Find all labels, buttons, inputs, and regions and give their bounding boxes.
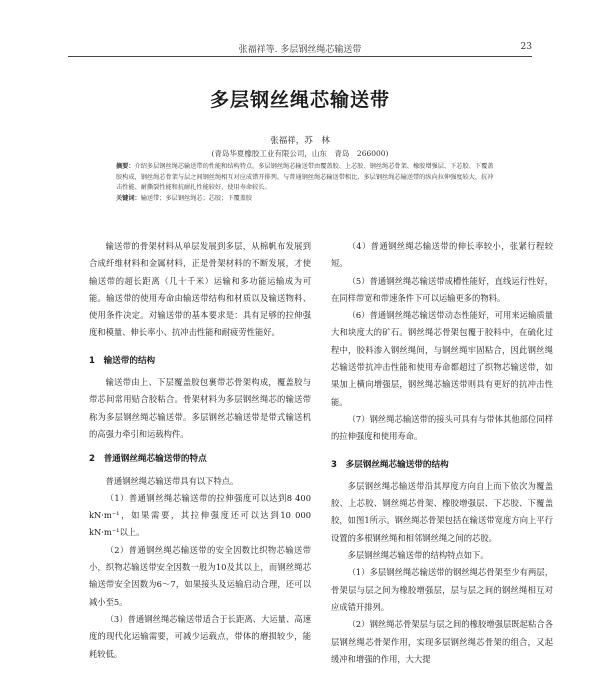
section-heading: 3 多层钢丝绳芯输送带的结构 [331, 459, 449, 470]
abstract-text: 介绍多层钢丝绳芯输送带的性能和结构特点。多层钢丝绳芯输送带由覆盖胶、上芯胶、钢丝绳芯骨架、橡胶增强层、下芯胶、下覆盖胶构成，钢丝绳芯骨架与层之间钢丝绳相互对应成错开排列。与普通钢丝绳芯输送带相比，多层钢丝绳芯输送带的纵向拉伸强度较大，抗冲击性能、耐撕裂性能和抗耐扎性能较好，使用寿命较长。 [116, 163, 494, 191]
paragraph: （1）多层钢丝绳芯输送带的钢丝绳芯骨架至少有两层，骨架层与层之间为橡胶增强层，层与层之间的钢丝绳相互对应成错开排列。 [331, 567, 553, 612]
section-heading: 2 普通钢丝绳芯输送带的特点 [89, 454, 207, 465]
paragraph: （7）钢丝绳芯输送带的接头可具有与带体其他部位同样的拉伸强度和使用寿命。 [331, 413, 553, 442]
paragraph: （2）钢丝绳芯骨架层与层之间的橡胶增强层既起粘合各层钢丝绳芯骨架作用，实现多层钢丝绳芯骨架的组合，又起缓冲和增强的作用，大大提 [331, 619, 553, 664]
right-column [331, 238, 553, 668]
abstract-label: 摘要： [116, 163, 135, 170]
article-title: 多层钢丝绳芯输送带 [209, 89, 390, 111]
paragraph: 普通钢丝绳芯输送带具有以下特点。 [105, 475, 239, 486]
paragraph: 多层钢丝绳芯输送带的结构特点如下。 [347, 550, 489, 561]
authors: 张福祥，苏 林 [270, 136, 330, 146]
running-header [68, 42, 532, 57]
page-number: 23 [520, 42, 532, 52]
paragraph: 输送带的骨架材料从单层发展到多层，从棉帆布发展到合成纤维材料和金属材料，正是骨架材料的不断发展，才使输送带的超长距离（几十千米）运输和多功能运输成为可能。输送带的使用寿命由输送带结构和材质以及输送物料、使用条件决定。对输送带的基本要求是：具有足够的拉伸强度和模量、伸长率小、抗冲击性能和耐疲劳性能好。 [89, 241, 311, 338]
affiliation: (青岛华夏橡胶工业有限公司，山东 青岛 266000) [211, 149, 389, 158]
running-title: 张福祥等. 多层钢丝绳芯输送带 [238, 45, 362, 55]
keywords-label: 关键词： [116, 194, 141, 202]
paragraph: 多层钢丝绳芯输送带沿其厚度方向自上而下依次为覆盖胶、上芯胶、钢丝绳芯骨架、橡胶增强层、下芯胶、下覆盖胶，如图1所示。钢丝绳芯骨架包括在输送带宽度方向上平行设置的多根钢丝绳和相邻钢丝绳之间的芯胶。 [331, 480, 553, 543]
paragraph: （4）普通钢丝绳芯输送带的伸长率较小，张紧行程较短。 [331, 241, 553, 269]
paragraph: 输送带由上、下层覆盖胶包裹带芯骨架构成，覆盖胶与带芯间常用贴合胶粘合。骨架材料为多层钢丝绳芯的输送带称为多层钢丝绳芯输送带。多层钢丝芯输送带是带式输送机的高强力牵引和运载构件。 [89, 377, 311, 439]
keywords: 输送带；多层钢丝绳芯；芯胶；下覆盖胶 [140, 194, 253, 202]
paragraph: （3）普通钢丝绳芯输送带适合于长距离、大运量、高速度的现代化运输需要，可减少运载点，带体的磨损较少，能耗较低。 [89, 613, 311, 659]
abstract [116, 162, 498, 204]
left-column [89, 238, 311, 663]
paragraph: （6）普通钢丝绳芯输送带动态性能好，可用来运输质量大和块度大的矿石。钢丝绳芯骨架包覆于胶料中，在硫化过程中，胶料渗入钢丝绳间，与钢丝绳牢固粘合，因此钢丝绳芯输送带抗冲击性能和使用寿命都超过了织物芯输送带，如果加上横向增强层，钢丝绳芯输送带则具有更好的抗冲击性能。 [331, 310, 553, 407]
paragraph: （5）普通钢丝绳芯输送带成槽性能好，直线运行性好，在同样带宽和带速条件下可以运输更多的物料。 [331, 275, 553, 303]
section-heading: 1 输送带的结构 [89, 355, 156, 366]
paragraph: （1）普通钢丝绳芯输送带的拉伸强度可以达到8 400 kN·m⁻¹，如果需要，其拉伸强度还可以达到10 000 kN·m⁻¹以上。 [89, 492, 311, 538]
paragraph: （2）普通钢丝绳芯输送带的安全因数比织物芯输送带小，织物芯输送带安全因数一般为10及其以上，而钢丝绳芯输送带安全因数为6～7，如果接头及运输启动合理，还可以减小至5。 [89, 544, 311, 607]
